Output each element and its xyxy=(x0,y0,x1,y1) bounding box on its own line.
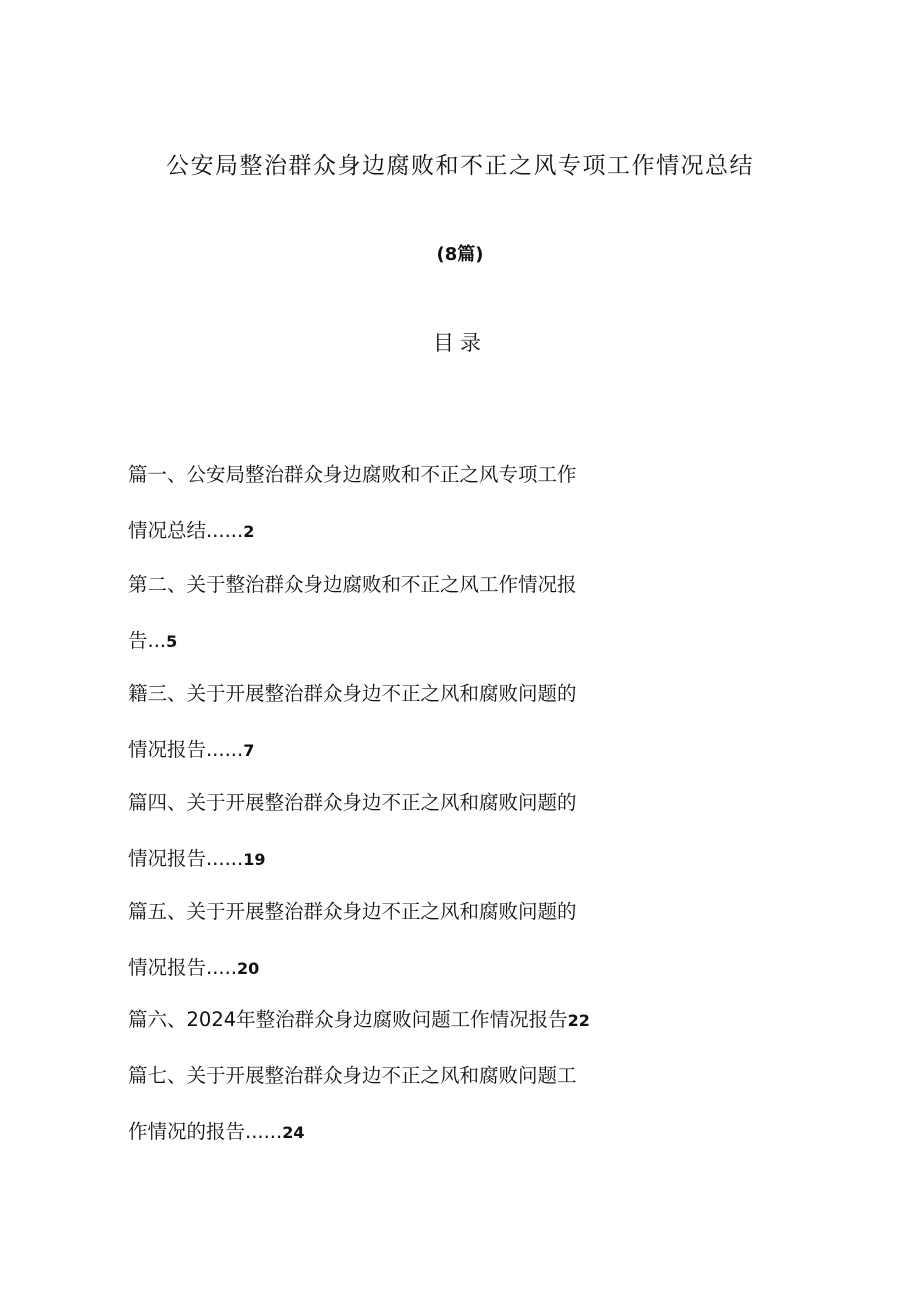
toc-leader-dots: ...... xyxy=(245,1120,283,1143)
toc-page-number: 7 xyxy=(243,741,255,760)
toc-entry-text: 情况报告 xyxy=(128,847,207,870)
toc-leader-dots: ...... xyxy=(206,519,244,542)
document-subtitle: (8篇) xyxy=(436,244,484,265)
toc-entry-text: 告 xyxy=(128,629,148,652)
toc-page-number: 20 xyxy=(237,959,260,978)
toc-entry-2-line-2[interactable] xyxy=(128,627,177,656)
toc-entry-4-line-1[interactable] xyxy=(128,789,577,817)
toc-leader-dots: ..... xyxy=(206,956,238,979)
toc-entry-text: 籍三、关于开展整治群众身边不正之风和腐败问题的 xyxy=(128,682,577,705)
toc-entry-7-line-1[interactable] xyxy=(128,1062,577,1090)
document-title: 公安局整治群众身边腐败和不正之风专项工作情况总结 xyxy=(166,153,754,179)
toc-entry-text: 情况总结 xyxy=(128,519,207,542)
toc-entry-text: 篇一、公安局整治群众身边腐败和不正之风专项工作 xyxy=(128,463,577,486)
toc-leader-dots: ... xyxy=(147,629,167,652)
toc-heading: 目录 xyxy=(433,331,487,355)
toc-entry-7-line-2[interactable] xyxy=(128,1118,304,1147)
toc-entry-1-line-1[interactable] xyxy=(128,461,577,489)
toc-entry-5-line-1[interactable] xyxy=(128,898,577,926)
toc-entry-3-line-2[interactable] xyxy=(128,736,254,765)
toc-page-number: 22 xyxy=(567,1011,590,1030)
toc-leader-dots: ...... xyxy=(206,847,244,870)
toc-entry-4-line-2[interactable] xyxy=(128,845,265,874)
toc-entry-3-line-1[interactable] xyxy=(128,680,577,708)
toc-entry-text: 情况报告 xyxy=(128,738,207,761)
toc-leader-dots: ...... xyxy=(206,738,244,761)
toc-page-number: 5 xyxy=(166,632,178,651)
toc-entry-text: 作情况的报告 xyxy=(128,1120,246,1143)
toc-entry-5-line-2[interactable] xyxy=(128,954,259,983)
toc-entry-text: 篇五、关于开展整治群众身边不正之风和腐败问题的 xyxy=(128,900,577,923)
toc-page-number: 19 xyxy=(243,850,266,869)
toc-entry-text: 情况报告 xyxy=(128,956,207,979)
toc-entry-text: 篇六、2024年整治群众身边腐败问题工作情况报告 xyxy=(128,1008,568,1031)
toc-entry-1-line-2[interactable] xyxy=(128,517,254,546)
toc-entry-text: 篇四、关于开展整治群众身边不正之风和腐败问题的 xyxy=(128,791,577,814)
toc-entry-2-line-1[interactable] xyxy=(128,571,577,599)
toc-entry-text: 篇七、关于开展整治群众身边不正之风和腐败问题工 xyxy=(128,1064,577,1087)
toc-page-number: 24 xyxy=(282,1123,305,1142)
toc-page-number: 2 xyxy=(243,522,255,541)
toc-entry-6-line-1[interactable] xyxy=(128,1006,590,1035)
toc-entry-text: 第二、关于整治群众身边腐败和不正之风工作情况报 xyxy=(128,573,577,596)
